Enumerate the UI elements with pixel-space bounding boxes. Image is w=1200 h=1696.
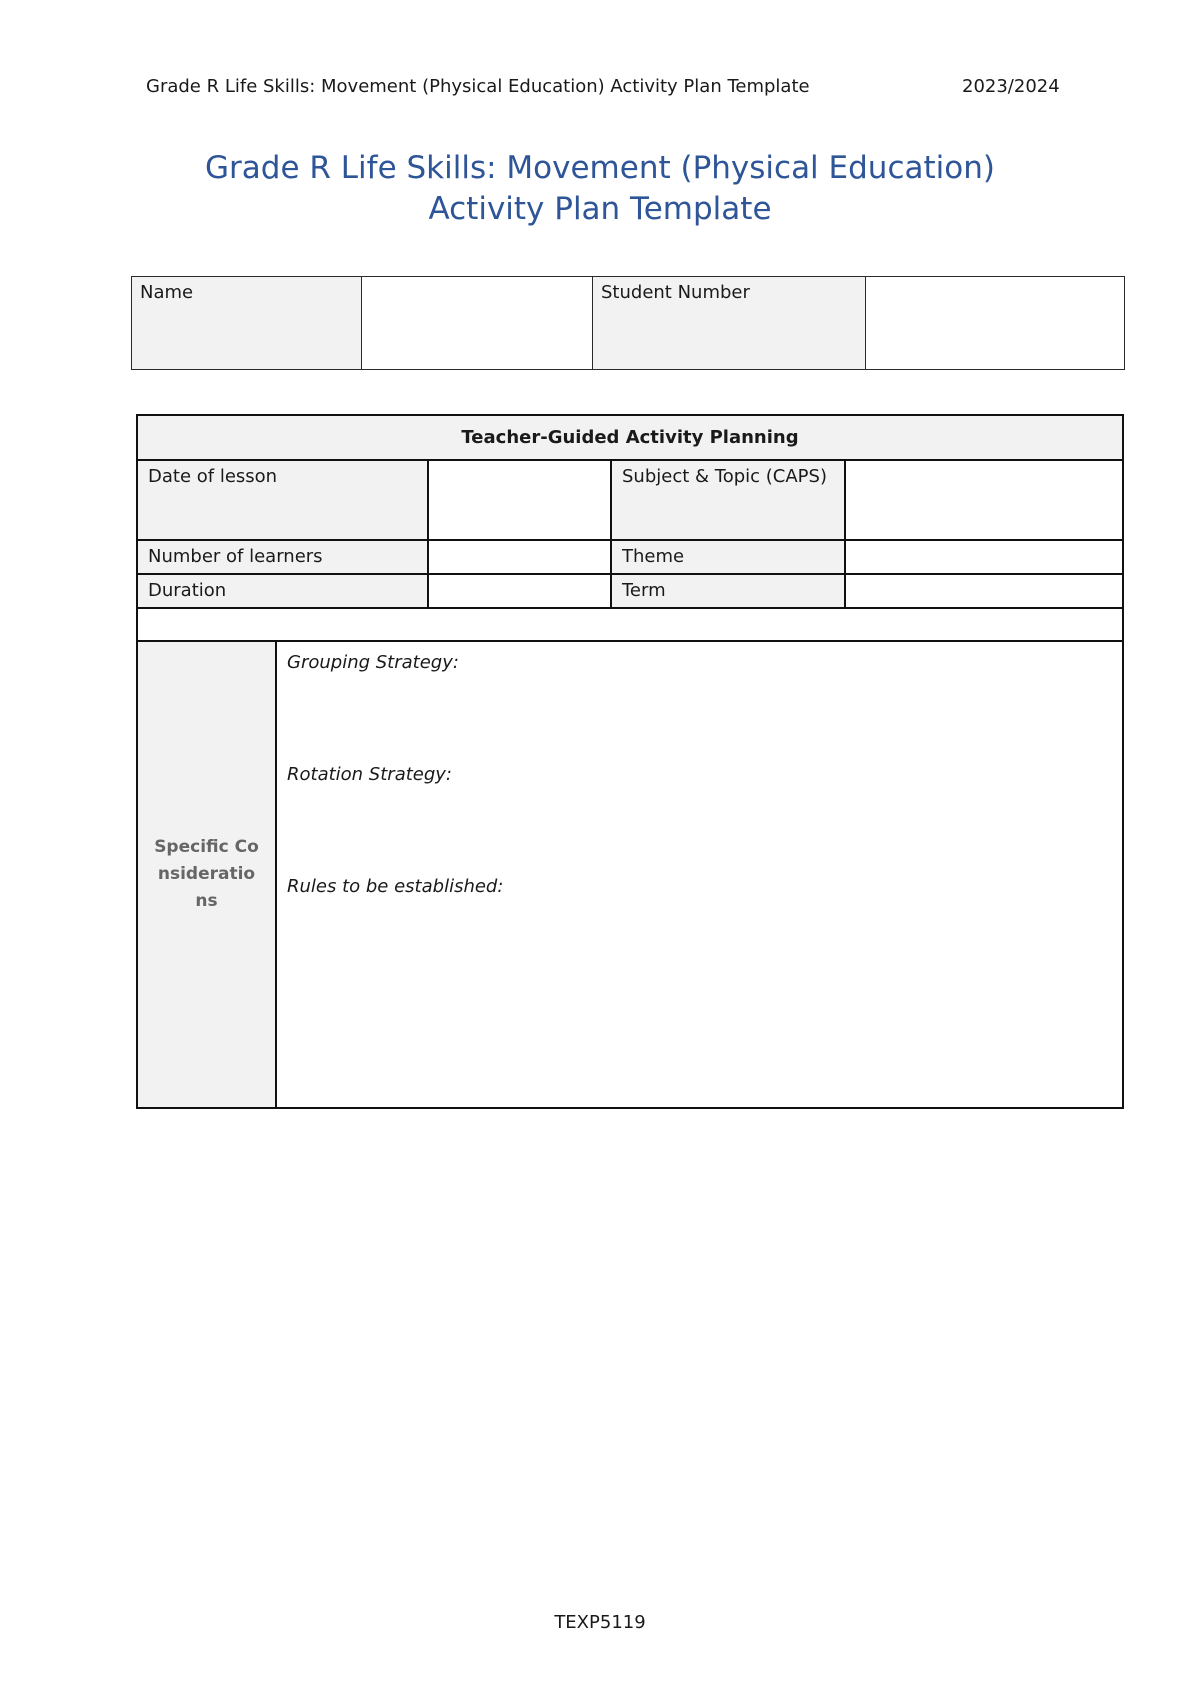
rotation-strategy-label: Rotation Strategy:: [287, 764, 452, 785]
name-label: Name: [132, 277, 362, 370]
student-number-field[interactable]: [866, 277, 1125, 370]
blank-row[interactable]: [137, 608, 1123, 641]
document-title-line-1: Grade R Life Skills: Movement (Physical Education): [205, 150, 995, 186]
document-title-line-2: Activity Plan Template: [428, 191, 772, 227]
running-header-title: Grade R Life Skills: Movement (Physical Education) Activity Plan Template: [146, 76, 810, 97]
rules-label: Rules to be established:: [287, 876, 504, 897]
term-field[interactable]: [845, 574, 1123, 608]
running-header-year: 2023/2024: [962, 76, 1060, 97]
student-info-table: [131, 276, 1125, 370]
specific-considerations-label: Specific Considerations: [137, 641, 276, 1108]
name-field[interactable]: [362, 277, 593, 370]
student-number-label: Student Number: [593, 277, 866, 370]
planning-table-heading: Teacher-Guided Activity Planning: [137, 415, 1123, 460]
number-of-learners-field[interactable]: [428, 540, 611, 574]
date-of-lesson-label: Date of lesson: [137, 460, 428, 540]
activity-planning-table: [136, 414, 1124, 1109]
number-of-learners-label: Number of learners: [137, 540, 428, 574]
subject-topic-field[interactable]: [845, 460, 1123, 540]
theme-label: Theme: [611, 540, 845, 574]
date-of-lesson-field[interactable]: [428, 460, 611, 540]
footer-course-code: TEXP5119: [554, 1612, 646, 1633]
term-label: Term: [611, 574, 845, 608]
grouping-strategy-label: Grouping Strategy:: [287, 652, 459, 673]
duration-label: Duration: [137, 574, 428, 608]
theme-field[interactable]: [845, 540, 1123, 574]
subject-topic-label: Subject & Topic (CAPS): [611, 460, 845, 540]
specific-considerations-field[interactable]: [276, 641, 1123, 1108]
duration-field[interactable]: [428, 574, 611, 608]
